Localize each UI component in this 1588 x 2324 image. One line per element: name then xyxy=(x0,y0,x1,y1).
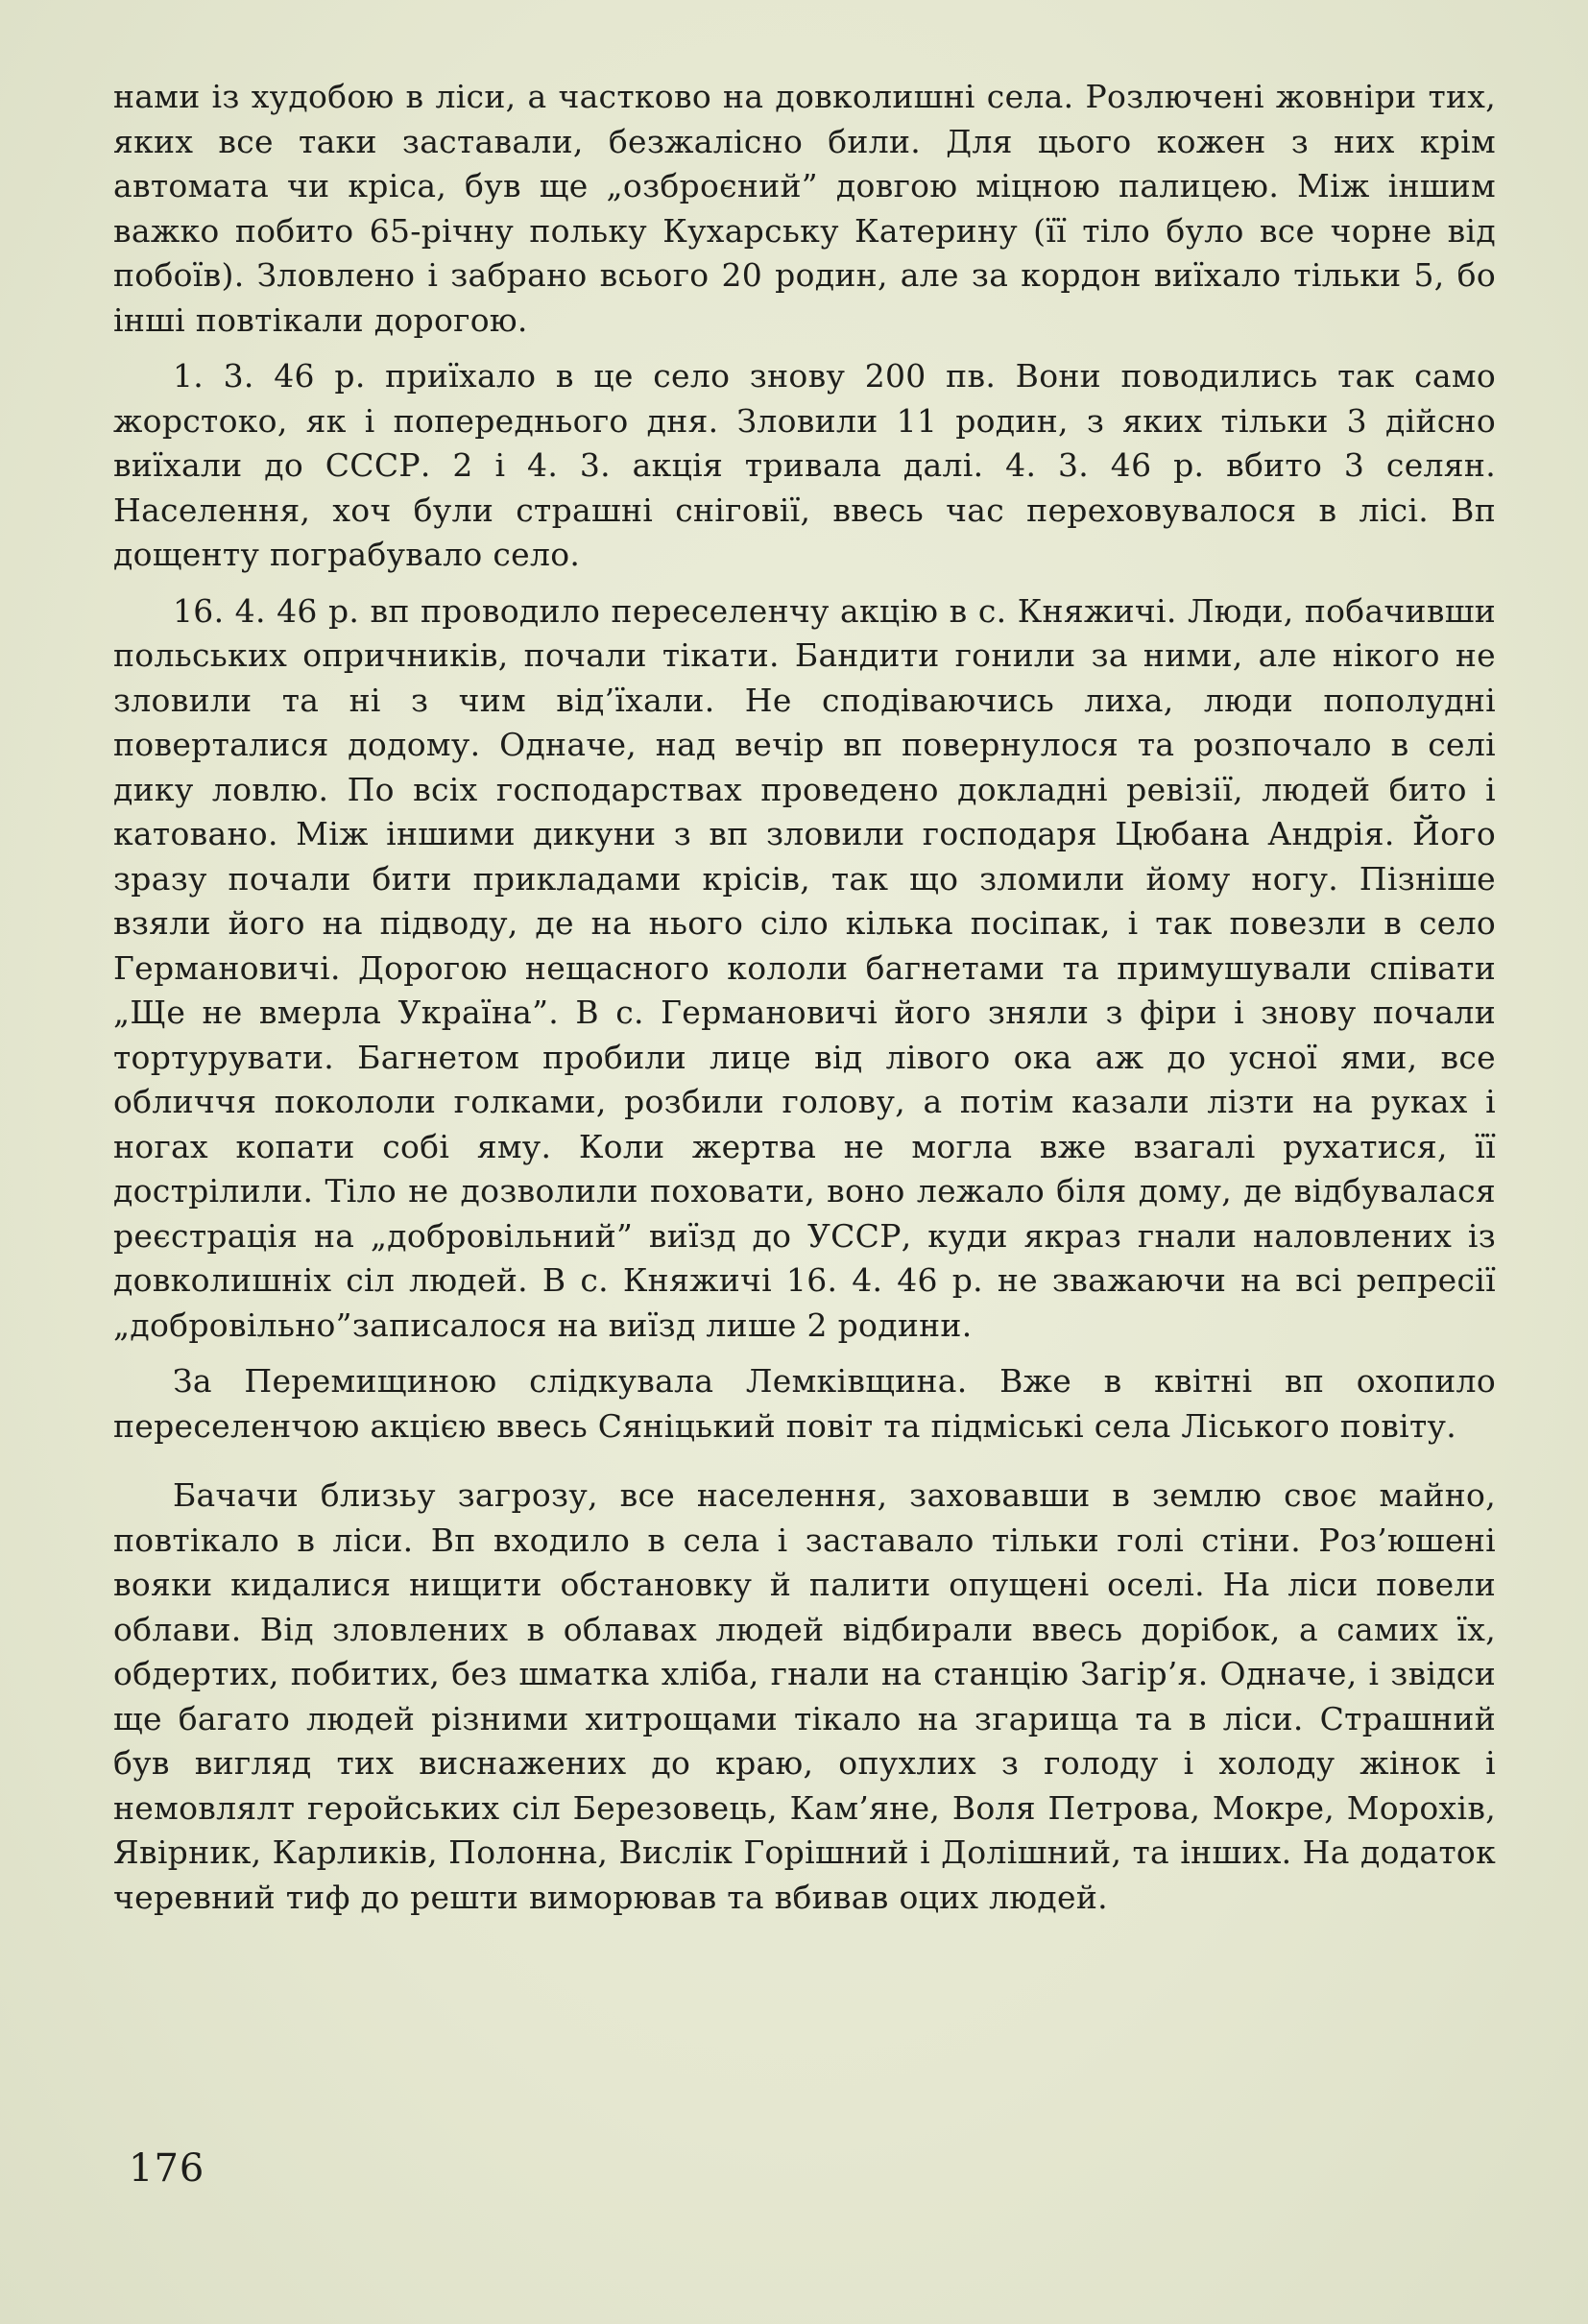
paragraph-3: 16. 4. 46 р. вп проводило переселенчу акцію в с. Княжичі. Люди, побачивши польських опричників, почали тікати. Бандити гонили за ними, але нікого не зловили та ні з чим від’їхали. Не сподіваючись лиха, люди пополудні поверталися додому. Одначе, над вечір вп повернулося та розпочало в селі дику ловлю. По всіх господарствах проведено докладні ревізії, людей бито і катовано. Між іншими дикуни з вп зловили господаря Цюбана Андрія. Його зразу почали бити прикладами крісів, так що зломили йому ногу. Пізніше взяли його на підводу, де на нього сіло кілька посіпак, і так повезли в село Германовичі. Дорогою нещасного кололи багнетами та примушували співати „Ще не вмерла Україна”. В с. Германовичі його зняли з фіри і знову почали тортурувати. Багнетом пробили лице від лівого ока аж до усної ями, все обличчя покололи голками, розбили голову, а потім казали лізти на руках і ногах копати собі яму. Коли жертва не могла вже взагалі рухатися, її дострілили. Тіло не дозволили поховати, воно лежало біля дому, де відбувалася реєстрація на „добровільний” виїзд до УССР, куди якраз гнали наловлених із довколишніх сіл людей. В с. Княжичі 16. 4. 46 р. не зважаючи на всі репресії „добровільно”записалося на виїзд лише 2 родини. xyxy=(113,591,1496,1344)
paragraph-5: Бачачи близьу загрозу, все населення, заховавши в землю своє майно, повтікало в ліси. Вп входило в села і заставало тільки голі стіни. Роз’юшені вояки кидалися нищити обстановку й палити опущені оселі. На ліси повели облави. Від зловлених в облавах людей відбирали ввесь дорібок, а самих їх, обдертих, побитих, без шматка хліба, гнали на станцію Загір’я. Одначе, і звідси ще багато людей різними хитрощами тікало на згарища та в ліси. Страшний був вигляд тих виснажених до краю, опухлих з голоду і холоду жінок і немовлялт геройських сіл Березовець, Кам’яне, Воля Петрова, Мокре, Морохів, Явірник, Карликів, Полонна, Вислік Горішний і Долішний, та інших. На додаток черевний тиф до решти виморював та вбивав оцих людей. xyxy=(113,1476,1496,1916)
paragraph-1: нами із худобою в ліси, а частково на довколишні села. Розлючені жовніри тих, яких все таки заставали, безжалісно били. Для цього кожен з них крім автомата чи кріса, був ще „озброєний” довгою міцною палицею. Між іншим важко побито 65-річну польку Кухарську Катерину (її тіло було все чорне від побоїв). Зловлено і забрано всього 20 родин, але за кордон виїхало тільки 5, бо інші повтікали дорогою. xyxy=(113,78,1496,339)
page-body xyxy=(113,75,1496,1920)
paragraph-2: 1. 3. 46 р. приїхало в це село знову 200 пв. Вони поводились так само жорстоко, як і попереднього дня. Зловили 11 родин, з яких тільки 3 дійсно виїхали до СССР. 2 і 4. 3. акція тривала далі. 4. 3. 46 р. вбито 3 селян. Населення, хоч були страшні сніговії, ввесь час переховувалося в лісі. Вп дощенту пограбувало село. xyxy=(113,357,1496,573)
paragraph-4: За Перемищиною слідкувала Лемківщина. Вже в квітні вп охопило переселенчою акцією ввесь Сяніцький повіт та підміські села Ліського повіту. xyxy=(113,1362,1496,1445)
page-number: 176 xyxy=(129,2146,205,2191)
